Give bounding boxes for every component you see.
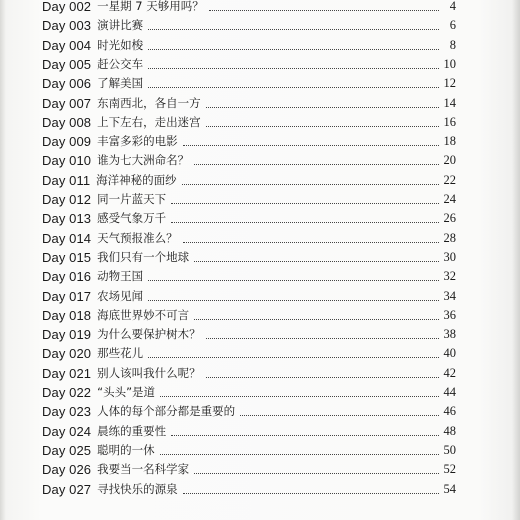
toc-entry-title: 时光如梭 (97, 37, 144, 52)
toc-entry-page-number: 8 (449, 37, 456, 52)
toc-dot-leader (183, 241, 439, 243)
toc-entry-day: Day 026 (42, 462, 92, 478)
toc-entry-page-number: 36 (443, 307, 456, 322)
toc-entry-day: Day 003 (42, 18, 92, 34)
toc-entry-title: 海洋神秘的面纱 (96, 172, 177, 187)
toc-entry-page-number: 44 (443, 385, 456, 399)
toc-entry-day: Day 011 (42, 172, 91, 188)
toc-entry-title: 海底世界妙不可言 (97, 307, 190, 322)
toc-entry-title: 为什么要保护树木？ (97, 327, 201, 342)
toc-entry (42, 245, 456, 265)
toc-entry-title: 聪明的一休 (97, 442, 155, 457)
toc-dot-leader (182, 183, 439, 185)
toc-dot-leader (183, 144, 439, 146)
toc-dot-leader (148, 299, 439, 301)
page-shadow-right (512, 0, 520, 520)
toc-entry-day: Day 002 (42, 0, 92, 14)
toc-entry (42, 91, 456, 111)
toc-dot-leader (183, 492, 439, 494)
toc-dot-leader (148, 356, 439, 358)
toc-entry (42, 264, 456, 284)
toc-dot-leader (148, 48, 439, 50)
toc-entry-title: 赶公交车 (97, 56, 144, 71)
toc-entry (42, 284, 456, 304)
toc-dot-leader (148, 28, 439, 30)
toc-dot-leader (148, 86, 439, 88)
toc-entry-page-number: 26 (443, 211, 456, 226)
toc-entry (42, 438, 456, 458)
toc-entry-day: Day 010 (42, 153, 92, 169)
toc-entry-title: 丰富多彩的电影 (97, 134, 178, 149)
toc-entry-title: 东南西北，各自一方 (97, 95, 201, 110)
toc-entry-title: 我们只有一个地球 (97, 249, 190, 264)
toc-dot-leader (194, 260, 439, 262)
toc-entry-page-number: 54 (443, 481, 456, 496)
toc-entry-day: Day 020 (42, 346, 92, 362)
toc-dot-leader (206, 376, 439, 378)
toc-entry-page-number: 18 (443, 134, 456, 149)
toc-entry-title: 谁为七大洲命名？ (97, 153, 190, 168)
toc-entry-title: 了解美国 (97, 76, 144, 91)
toc-dot-leader (171, 434, 439, 436)
toc-entry-title: 晨练的重要性 (97, 423, 167, 438)
toc-entry (42, 148, 456, 168)
toc-dot-leader (194, 318, 439, 320)
toc-entry-title: 人体的每个部分都是重要的 (97, 404, 236, 419)
toc-dot-leader (209, 9, 439, 11)
toc-entry-day: Day 004 (42, 37, 92, 53)
toc-entry (42, 341, 456, 361)
toc-entry-page-number: 32 (443, 269, 456, 284)
toc-entry-day: Day 005 (42, 56, 92, 72)
toc-dot-leader (148, 67, 439, 69)
toc-entry (42, 322, 456, 342)
toc-entry-page-number: 50 (443, 442, 456, 457)
toc-dot-leader (160, 453, 439, 455)
toc-entry (42, 187, 456, 207)
toc-entry-title: 我要当一名科学家 (97, 462, 190, 477)
toc-entry (42, 13, 456, 33)
toc-entry (42, 168, 456, 188)
toc-entry-title: 动物王国 (97, 269, 144, 284)
page-shadow-left (0, 0, 6, 520)
toc-entry-page-number: 30 (443, 249, 456, 264)
toc-entry-day: Day 012 (42, 192, 92, 207)
toc-entry-page-number: 46 (443, 404, 456, 419)
toc-dot-leader (194, 163, 439, 165)
toc-entry-day: Day 015 (42, 249, 92, 265)
toc-entry-title: 同一片蓝天下 (97, 192, 167, 206)
toc-entry-page-number: 14 (443, 95, 456, 110)
toc-entry (42, 0, 456, 14)
toc-entry-page-number: 42 (443, 365, 456, 380)
toc-entry-day: Day 017 (42, 288, 92, 304)
toc-entry-day: Day 022 (42, 385, 92, 400)
toc-entry-title: 感受气象万千 (97, 211, 167, 226)
toc-dot-leader (194, 472, 439, 474)
toc-entry-page-number: 24 (443, 192, 456, 206)
toc-entry-day: Day 019 (42, 327, 92, 343)
toc-entry (42, 477, 456, 497)
toc-entry-page-number: 40 (443, 346, 456, 361)
toc-entry-title: 别人该叫我什么呢？ (97, 365, 201, 380)
toc-entry-day: Day 013 (42, 211, 92, 227)
toc-entry-day: Day 014 (42, 230, 92, 246)
toc-entry-title: 寻找快乐的源泉 (97, 481, 178, 496)
toc-dot-leader (206, 106, 439, 108)
toc-entry-page-number: 10 (443, 56, 456, 71)
toc-entry-day: Day 024 (42, 423, 92, 439)
toc-entry-title: 农场见闻 (97, 288, 144, 303)
toc-entry (42, 419, 456, 439)
toc-entry (42, 129, 456, 149)
toc-dot-leader (206, 125, 439, 127)
toc-entry-title: 一星期 7 天够用吗？ (97, 0, 204, 13)
toc-entry-day: Day 021 (42, 365, 92, 381)
toc-entry (42, 303, 456, 323)
toc-entry-day: Day 009 (42, 134, 92, 150)
toc-entry-page-number: 48 (443, 423, 456, 438)
toc-entry-title: “头头”是道 (97, 385, 156, 399)
toc-dot-leader (160, 395, 439, 397)
toc-entry-day: Day 016 (42, 269, 92, 285)
toc-entry (42, 399, 456, 419)
toc-dot-leader (206, 337, 439, 339)
toc-entry-day: Day 007 (42, 95, 92, 111)
toc-dot-leader (148, 279, 439, 281)
toc-entry (42, 457, 456, 477)
toc-entry-day: Day 018 (42, 307, 92, 323)
toc-dot-leader (240, 414, 439, 416)
toc-entry-page-number: 16 (443, 114, 456, 129)
toc-entry-page-number: 12 (443, 76, 456, 91)
toc-dot-leader (171, 202, 439, 204)
toc-entry-page-number: 34 (443, 288, 456, 303)
toc-entry-page-number: 6 (449, 18, 456, 33)
toc-entry-page-number: 28 (443, 230, 456, 245)
toc-entry (42, 226, 456, 246)
toc-entry-page-number: 52 (443, 462, 456, 477)
toc-entry-day: Day 008 (42, 114, 92, 130)
toc-entry-page-number: 22 (443, 172, 456, 187)
toc-entry-day: Day 025 (42, 442, 92, 458)
toc-entry-day: Day 027 (42, 481, 92, 497)
toc-entry (42, 380, 456, 400)
toc-entry-title: 上下左右，走出迷宫 (97, 114, 201, 129)
toc-entry-title: 天气预报准么？ (97, 230, 178, 245)
toc-entry (42, 206, 456, 226)
toc-entry-day: Day 006 (42, 76, 92, 92)
toc-entry-title: 那些花儿 (97, 346, 144, 361)
toc-entry-page-number: 20 (443, 153, 456, 168)
toc-entry-page-number: 38 (443, 327, 456, 342)
toc-entry (42, 361, 456, 381)
toc-dot-leader (171, 221, 439, 223)
toc-entry (42, 71, 456, 91)
toc-entry (42, 52, 456, 72)
toc-entry-page-number: 4 (449, 0, 456, 13)
toc-entry-title: 演讲比赛 (97, 18, 144, 33)
toc-entry-day: Day 023 (42, 404, 92, 420)
toc-entry (42, 33, 456, 53)
toc-entry (42, 110, 456, 130)
